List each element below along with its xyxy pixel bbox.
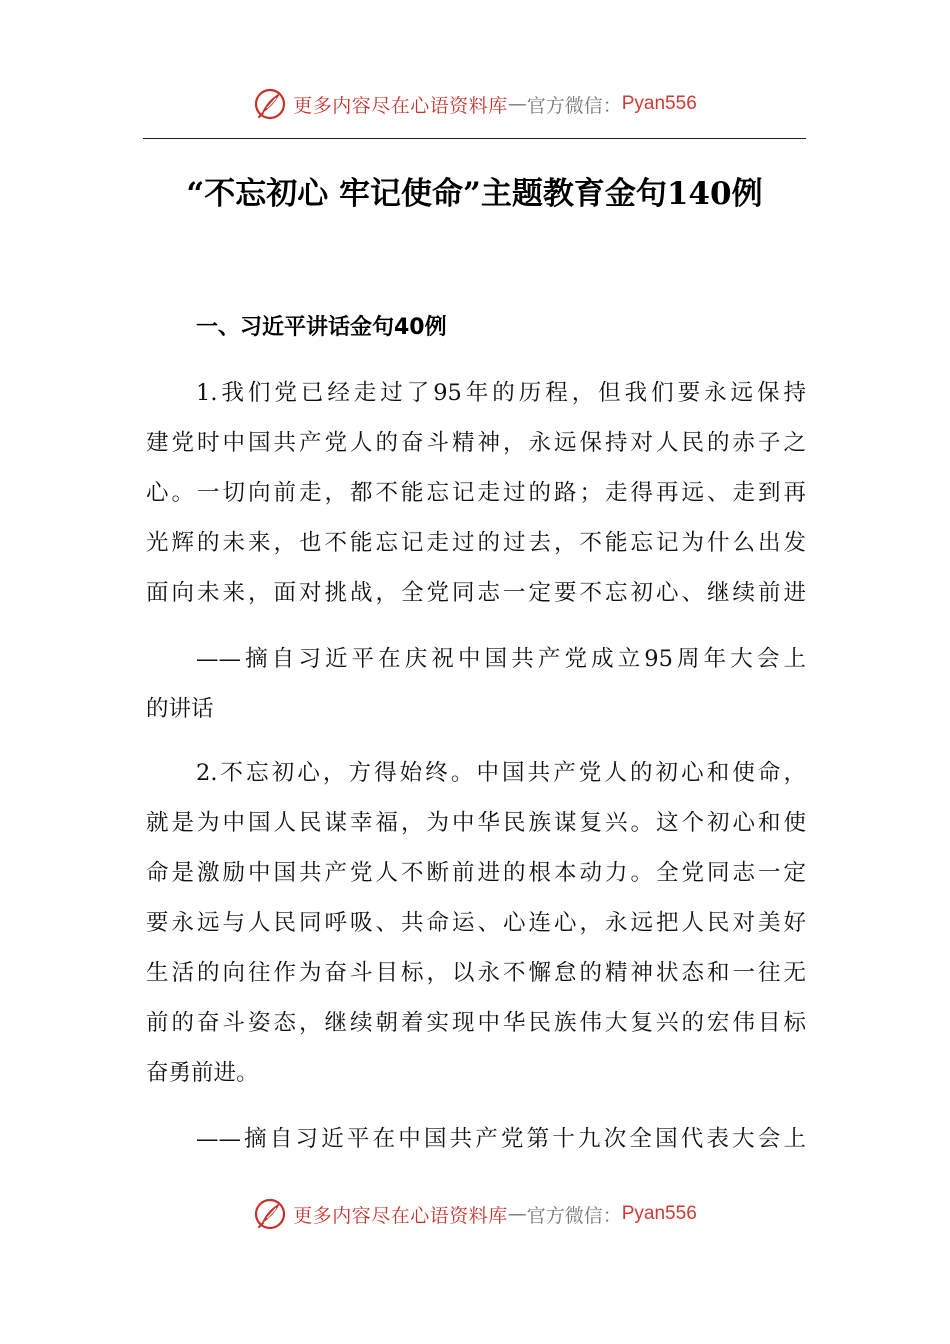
watermark-dash: — <box>507 93 527 115</box>
paragraph-line: 奋勇前进。 <box>146 1060 259 1086</box>
header-watermark-banner <box>0 82 950 126</box>
paragraph-line: 心。一切向前走，都不能忘记走过的路；走得再远、走到再 <box>146 480 806 506</box>
paragraph-line: 生活的向往作为奋斗目标，以永不懈怠的精神状态和一往无 <box>146 960 806 986</box>
paragraph-line: 2.不忘初心，方得始终。中国共产党人的初心和使命， <box>196 760 806 786</box>
paragraph-line: 要永远与人民同呼吸、共命运、心连心，永远把人民对美好 <box>146 910 806 936</box>
watermark-text: 更多内容尽在心语资料库 <box>293 94 508 117</box>
footer-watermark-banner <box>0 1192 950 1236</box>
source-citation-line: 的讲话 <box>146 696 214 722</box>
header-divider <box>143 138 806 139</box>
watermark-text: 更多内容尽在心语资料库 <box>293 1204 508 1227</box>
wechat-id: Pyan556 <box>621 93 697 114</box>
source-citation-line: ——摘自习近平在庆祝中国共产党成立95周年大会上 <box>196 646 806 672</box>
paragraph-line: 面向未来，面对挑战，全党同志一定要不忘初心、继续前进 <box>146 580 806 606</box>
paragraph-line: 就是为中国人民谋幸福，为中华民族谋复兴。这个初心和使 <box>146 810 806 836</box>
section-heading: 一、习近平讲话金句40例 <box>196 315 447 340</box>
watermark-dash: — <box>507 1203 527 1225</box>
wechat-id: Pyan556 <box>621 1203 697 1224</box>
paragraph-line: 建党时中国共产党人的奋斗精神，永远保持对人民的赤子之 <box>146 430 806 456</box>
quill-pen-logo-icon <box>253 1197 287 1231</box>
quill-pen-logo-icon <box>253 87 287 121</box>
document-title: “不忘初心 牢记使命”主题教育金句140例 <box>186 176 763 212</box>
paragraph-line: 1.我们党已经走过了95年的历程，但我们要永远保持 <box>196 380 806 406</box>
wechat-label: 官方微信： <box>526 94 622 117</box>
paragraph-line: 光辉的未来，也不能忘记走过的过去，不能忘记为什么出发 <box>146 530 806 556</box>
wechat-label: 官方微信： <box>526 1204 622 1227</box>
paragraph-line: 前的奋斗姿态，继续朝着实现中华民族伟大复兴的宏伟目标 <box>146 1010 806 1036</box>
paragraph-line: 命是激励中国共产党人不断前进的根本动力。全党同志一定 <box>146 860 806 886</box>
source-citation-line: ——摘自习近平在中国共产党第十九次全国代表大会上 <box>196 1126 806 1152</box>
